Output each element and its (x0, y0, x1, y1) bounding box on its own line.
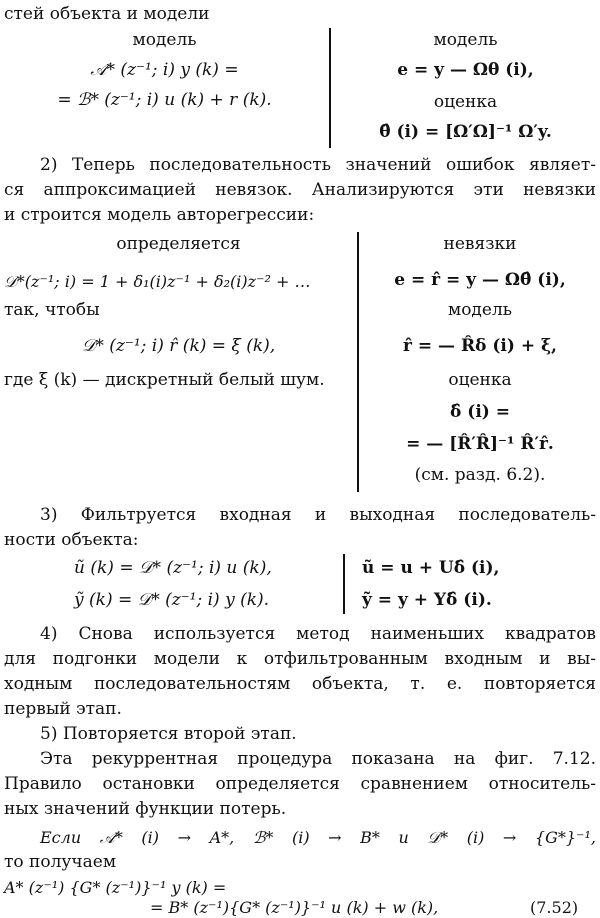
equation: = B* (z⁻¹){G* (z⁻¹)}⁻¹ u (k) + w (k), (150, 898, 439, 917)
equation: ũ = u + Uδ̂ (i), (362, 558, 500, 578)
paragraph-line: ся аппроксимацией невязок. Анализируются эти невязки (4, 180, 596, 200)
label-determined: определяется (116, 234, 241, 254)
equation: e = r̂ = y — Ωθ̂ (i), (394, 270, 566, 290)
column-divider (357, 232, 359, 492)
paragraph-line: первый этап. (4, 699, 122, 719)
paragraph-line: и строится модель авторегрессии: (4, 205, 315, 225)
equation: δ̂ (i) = (450, 402, 510, 422)
paragraph-line: для подгонки модели к отфильтрованным входным и вы- (4, 649, 596, 669)
paragraph-line: Правило остановки определяется сравнением относитель- (4, 774, 596, 794)
paragraph-line: 4) Снова используется метод наименьших квадратов (40, 624, 596, 644)
paragraph-line: то получаем (4, 852, 117, 872)
paragraph-line: ходным последовательностям объекта, т. е. повторяется (4, 674, 596, 694)
label-model: модель (132, 30, 197, 50)
equation: ỹ = y + Yδ̂ (i). (362, 590, 492, 610)
paragraph-line: Если 𝒜* (i) → A*, ℬ* (i) → B* и 𝒟* (i) → {G*}⁻¹, (40, 828, 596, 847)
section-reference: (см. разд. 6.2). (414, 465, 546, 485)
equation: e = y — Ωθ (i), (397, 60, 534, 80)
equation: = ℬ* (z⁻¹; i) u (k) + r (k). (57, 90, 272, 110)
paragraph-line: 5) Повторяется второй этап. (40, 724, 297, 744)
paragraph-line: ности объекта: (4, 530, 139, 550)
label-residuals: невязки (443, 234, 517, 254)
text-line: так, чтобы (4, 300, 100, 320)
equation: 𝒜* (z⁻¹; i) y (k) = (90, 60, 239, 80)
equation: A* (z⁻¹) {G* (z⁻¹)}⁻¹ y (k) = (4, 878, 227, 897)
label-model: модель (447, 300, 513, 320)
paragraph-line: ных значений функции потерь. (4, 799, 287, 819)
equation: θ̂ (i) = [Ω′Ω]⁻¹ Ω′y. (379, 122, 552, 142)
text-line: стей объекта и модели (4, 4, 210, 24)
equation: = — [R̂′R̂]⁻¹ R̂′r̂. (406, 434, 554, 454)
label-model: модель (433, 30, 498, 50)
equation: 𝒟* (z⁻¹; i) r̂ (k) = ξ (k), (81, 336, 276, 356)
label-estimate: оценка (448, 370, 512, 390)
equation: ỹ (k) = 𝒟* (z⁻¹; i) y (k). (74, 590, 270, 610)
equation: 𝒟*(z⁻¹; i) = 1 + δ₁(i)z⁻¹ + δ₂(i)z⁻² + … (4, 272, 311, 291)
equation: ũ (k) = 𝒟* (z⁻¹; i) u (k), (74, 558, 272, 578)
equation: r̂ = — R̂δ (i) + ξ, (403, 336, 557, 356)
paragraph-line: Эта рекуррентная процедура показана на фиг. 7.12. (40, 749, 596, 769)
column-divider (343, 554, 345, 614)
label-estimate: оценка (433, 92, 498, 112)
equation-number: (7.52) (530, 898, 579, 917)
paragraph-line: 2) Теперь последовательность значений ошибок являет- (40, 155, 596, 175)
paragraph-line: 3) Фильтруется входная и выходная последователь- (40, 505, 596, 525)
text-line: где ξ (k) — дискретный белый шум. (4, 370, 325, 390)
